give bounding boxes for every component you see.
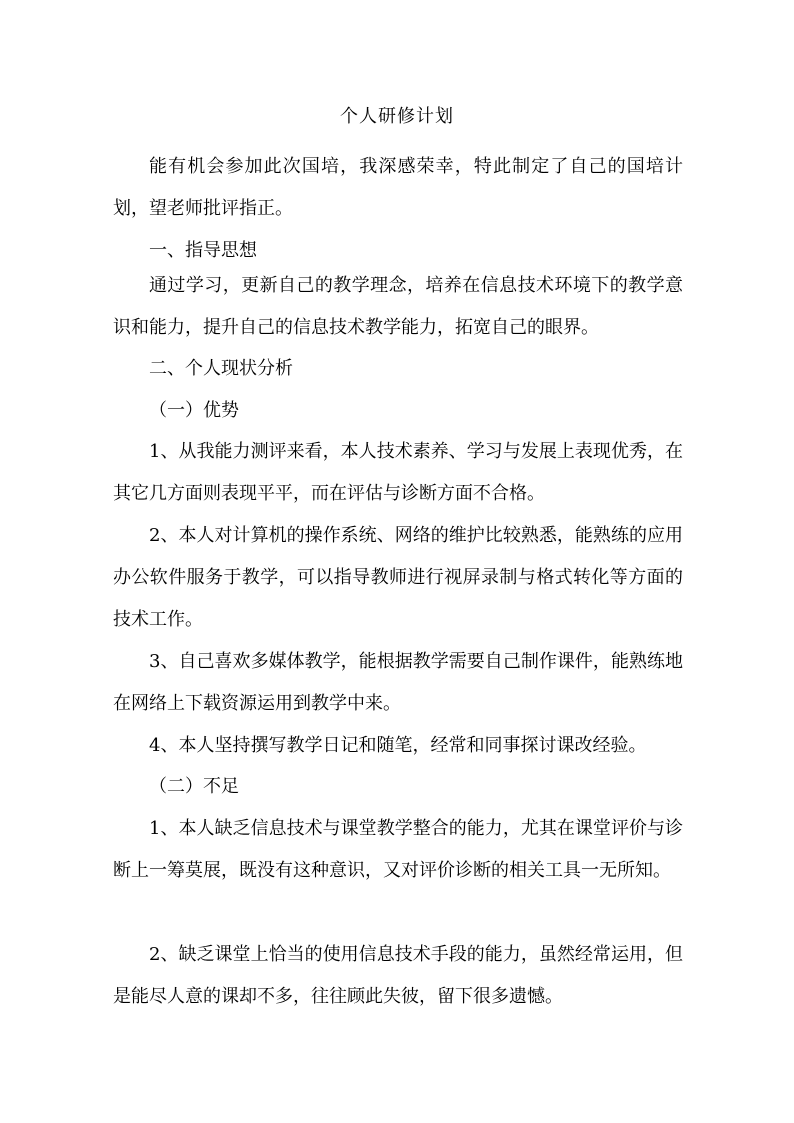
guiding-ideology-paragraph: 通过学习，更新自己的教学理念，培养在信息技术环境下的教学意识和能力，提升自己的信息技术教学能力，拓宽自己的眼界。 [113,275,683,338]
section-heading-current-status: 二、个人现状分析 [149,358,293,379]
subsection-heading-weaknesses: （二）不足 [149,776,239,797]
intro-paragraph: 能有机会参加此次国培，我深感荣幸，特此制定了自己的国培计划，望老师批评指正。 [113,156,683,219]
strength-item-2: 2、本人对计算机的操作系统、网络的维护比较熟悉，能熟练的应用办公软件服务于教学，可以指导教师进行视屏录制与格式转化等方面的技术工作。 [113,525,683,630]
weakness-item-1: 1、本人缺乏信息技术与课堂教学整合的能力，尤其在课堂评价与诊断上一筹莫展，既没有这种意识，又对评价诊断的相关工具一无所知。 [113,818,683,881]
strength-item-4: 4、本人坚持撰写教学日记和随笔，经常和同事探讨课改经验。 [149,735,647,756]
subsection-heading-strengths: （一）优势 [149,400,239,421]
document-title: 个人研修计划 [340,106,454,127]
strength-item-1: 1、从我能力测评来看，本人技术素养、学习与发展上表现优秀，在其它几方面则表现平平，而在评估与诊断方面不合格。 [113,441,683,504]
strength-item-3: 3、自己喜欢多媒体教学，能根据教学需要自己制作课件，能熟练地在网络上下载资源运用到教学中来。 [113,651,683,714]
weakness-item-2: 2、缺乏课堂上恰当的使用信息技术手段的能力，虽然经常运用，但是能尽人意的课却不多，往往顾此失彼，留下很多遗憾。 [113,944,683,1007]
section-heading-guiding-ideology: 一、指导思想 [149,240,257,261]
